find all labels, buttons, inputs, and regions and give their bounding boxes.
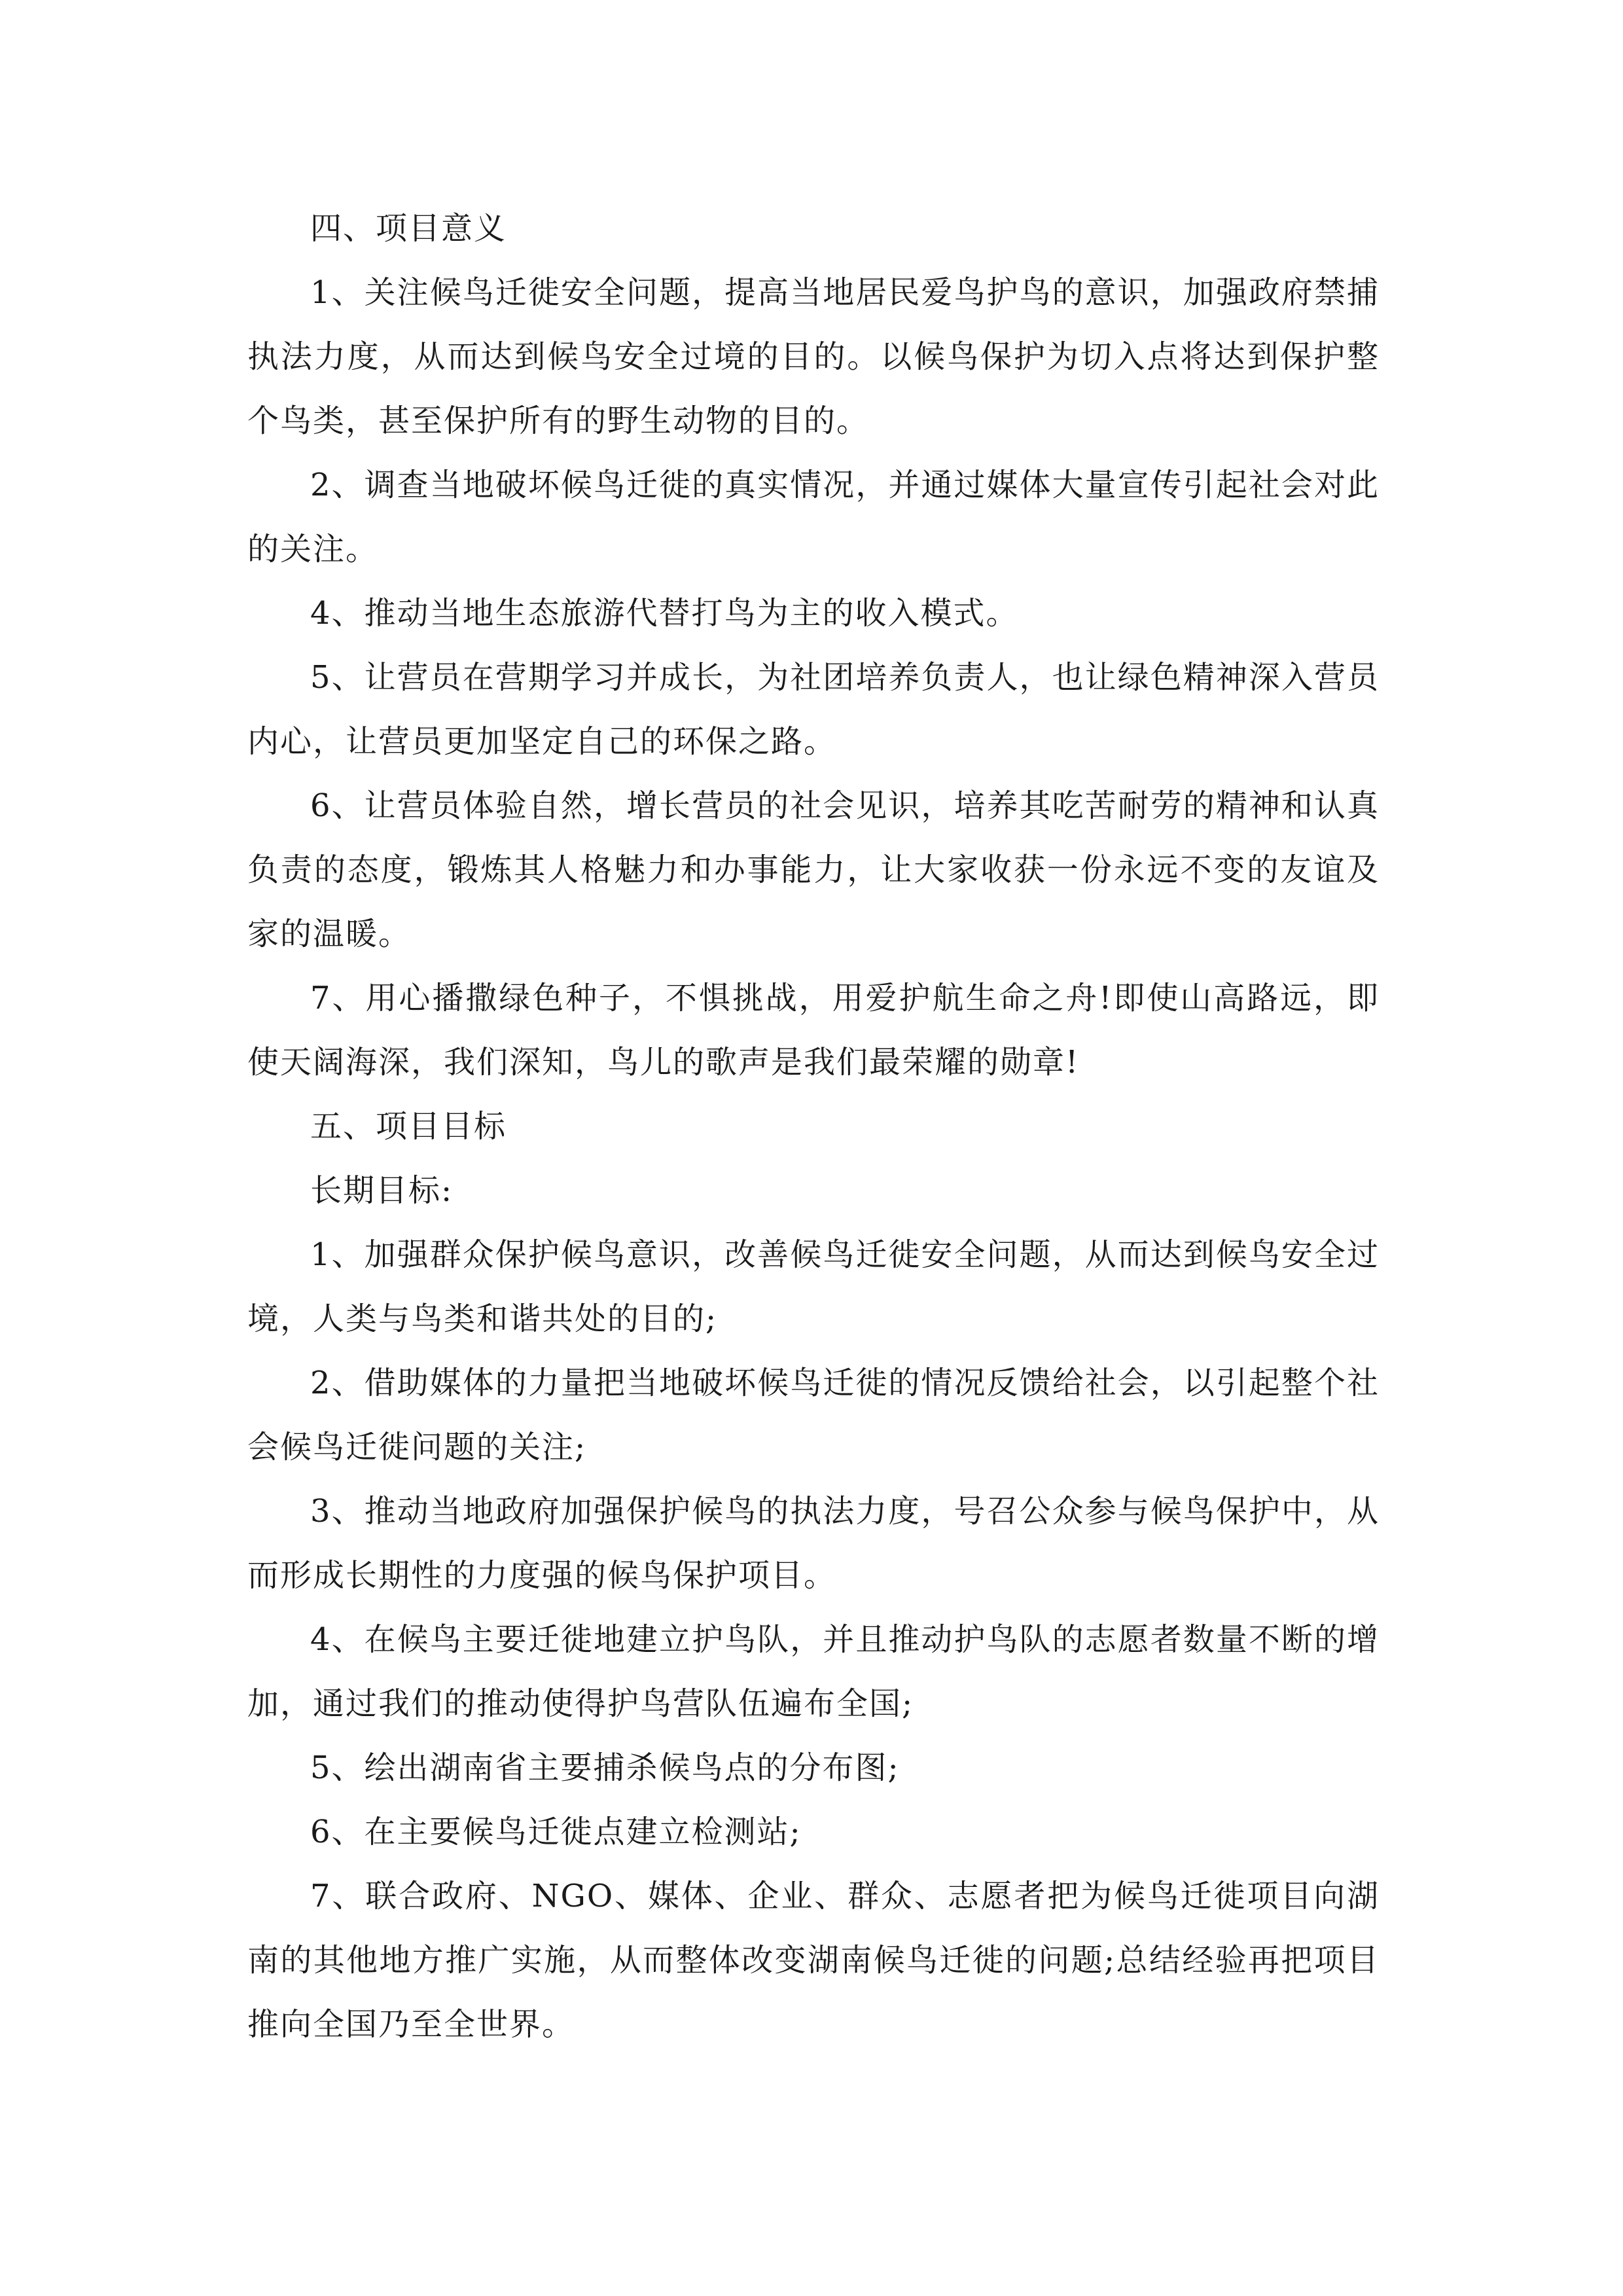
significance-item-2: 2、调查当地破坏候鸟迁徙的真实情况，并通过媒体大量宣传引起社会对此的关注。: [247, 467, 1380, 567]
goal-item-6: 6、在主要候鸟迁徙点建立检测站;: [310, 1814, 802, 1850]
significance-item-6: 6、让营员体验自然，增长营员的社会见识，培养其吃苦耐劳的精神和认真负责的态度，锻炼其人格魅力和办事能力，让大家收获一份永远不变的友谊及家的温暖。: [247, 787, 1380, 952]
significance-item-1: 1、关注候鸟迁徙安全问题，提高当地居民爱鸟护鸟的意识，加强政府禁捕执法力度，从而达到候鸟安全过境的目的。以候鸟保护为切入点将达到保护整个鸟类，甚至保护所有的野生动物的目的。: [247, 274, 1380, 439]
goal-item-5: 5、绘出湖南省主要捕杀候鸟点的分布图;: [310, 1749, 900, 1786]
significance-item-7: 7、用心播撒绿色种子，不惧挑战，用爱护航生命之舟!即使山高路远，即使天阔海深，我们深知，鸟儿的歌声是我们最荣耀的勋章!: [247, 980, 1380, 1081]
long-term-goals-label: 长期目标:: [310, 1172, 454, 1209]
section-heading-significance: 四、项目意义: [310, 210, 507, 247]
significance-item-4: 4、推动当地生态旅游代替打鸟为主的收入模式。: [310, 595, 1019, 632]
goal-item-3: 3、推动当地政府加强保护候鸟的执法力度，号召公众参与候鸟保护中，从而形成长期性的力度强的候鸟保护项目。: [247, 1493, 1380, 1594]
goal-item-2: 2、借助媒体的力量把当地破坏候鸟迁徙的情况反馈给社会，以引起整个社会候鸟迁徙问题的关注;: [247, 1365, 1380, 1465]
goal-item-4: 4、在候鸟主要迁徙地建立护鸟队，并且推动护鸟队的志愿者数量不断的增加，通过我们的推动使得护鸟营队伍遍布全国;: [247, 1621, 1380, 1722]
goal-item-1: 1、加强群众保护候鸟意识，改善候鸟迁徙安全问题，从而达到候鸟安全过境，人类与鸟类和谐共处的目的;: [247, 1236, 1380, 1337]
section-heading-goals: 五、项目目标: [310, 1108, 507, 1145]
goal-item-7: 7、联合政府、NGO、媒体、企业、群众、志愿者把为候鸟迁徙项目向湖南的其他地方推广实施，从而整体改变湖南候鸟迁徙的问题;总结经验再把项目推向全国乃至全世界。: [247, 1878, 1380, 2043]
significance-item-5: 5、让营员在营期学习并成长，为社团培养负责人，也让绿色精神深入营员内心，让营员更加坚定自己的环保之路。: [247, 659, 1380, 760]
document-body: [247, 196, 1380, 2056]
